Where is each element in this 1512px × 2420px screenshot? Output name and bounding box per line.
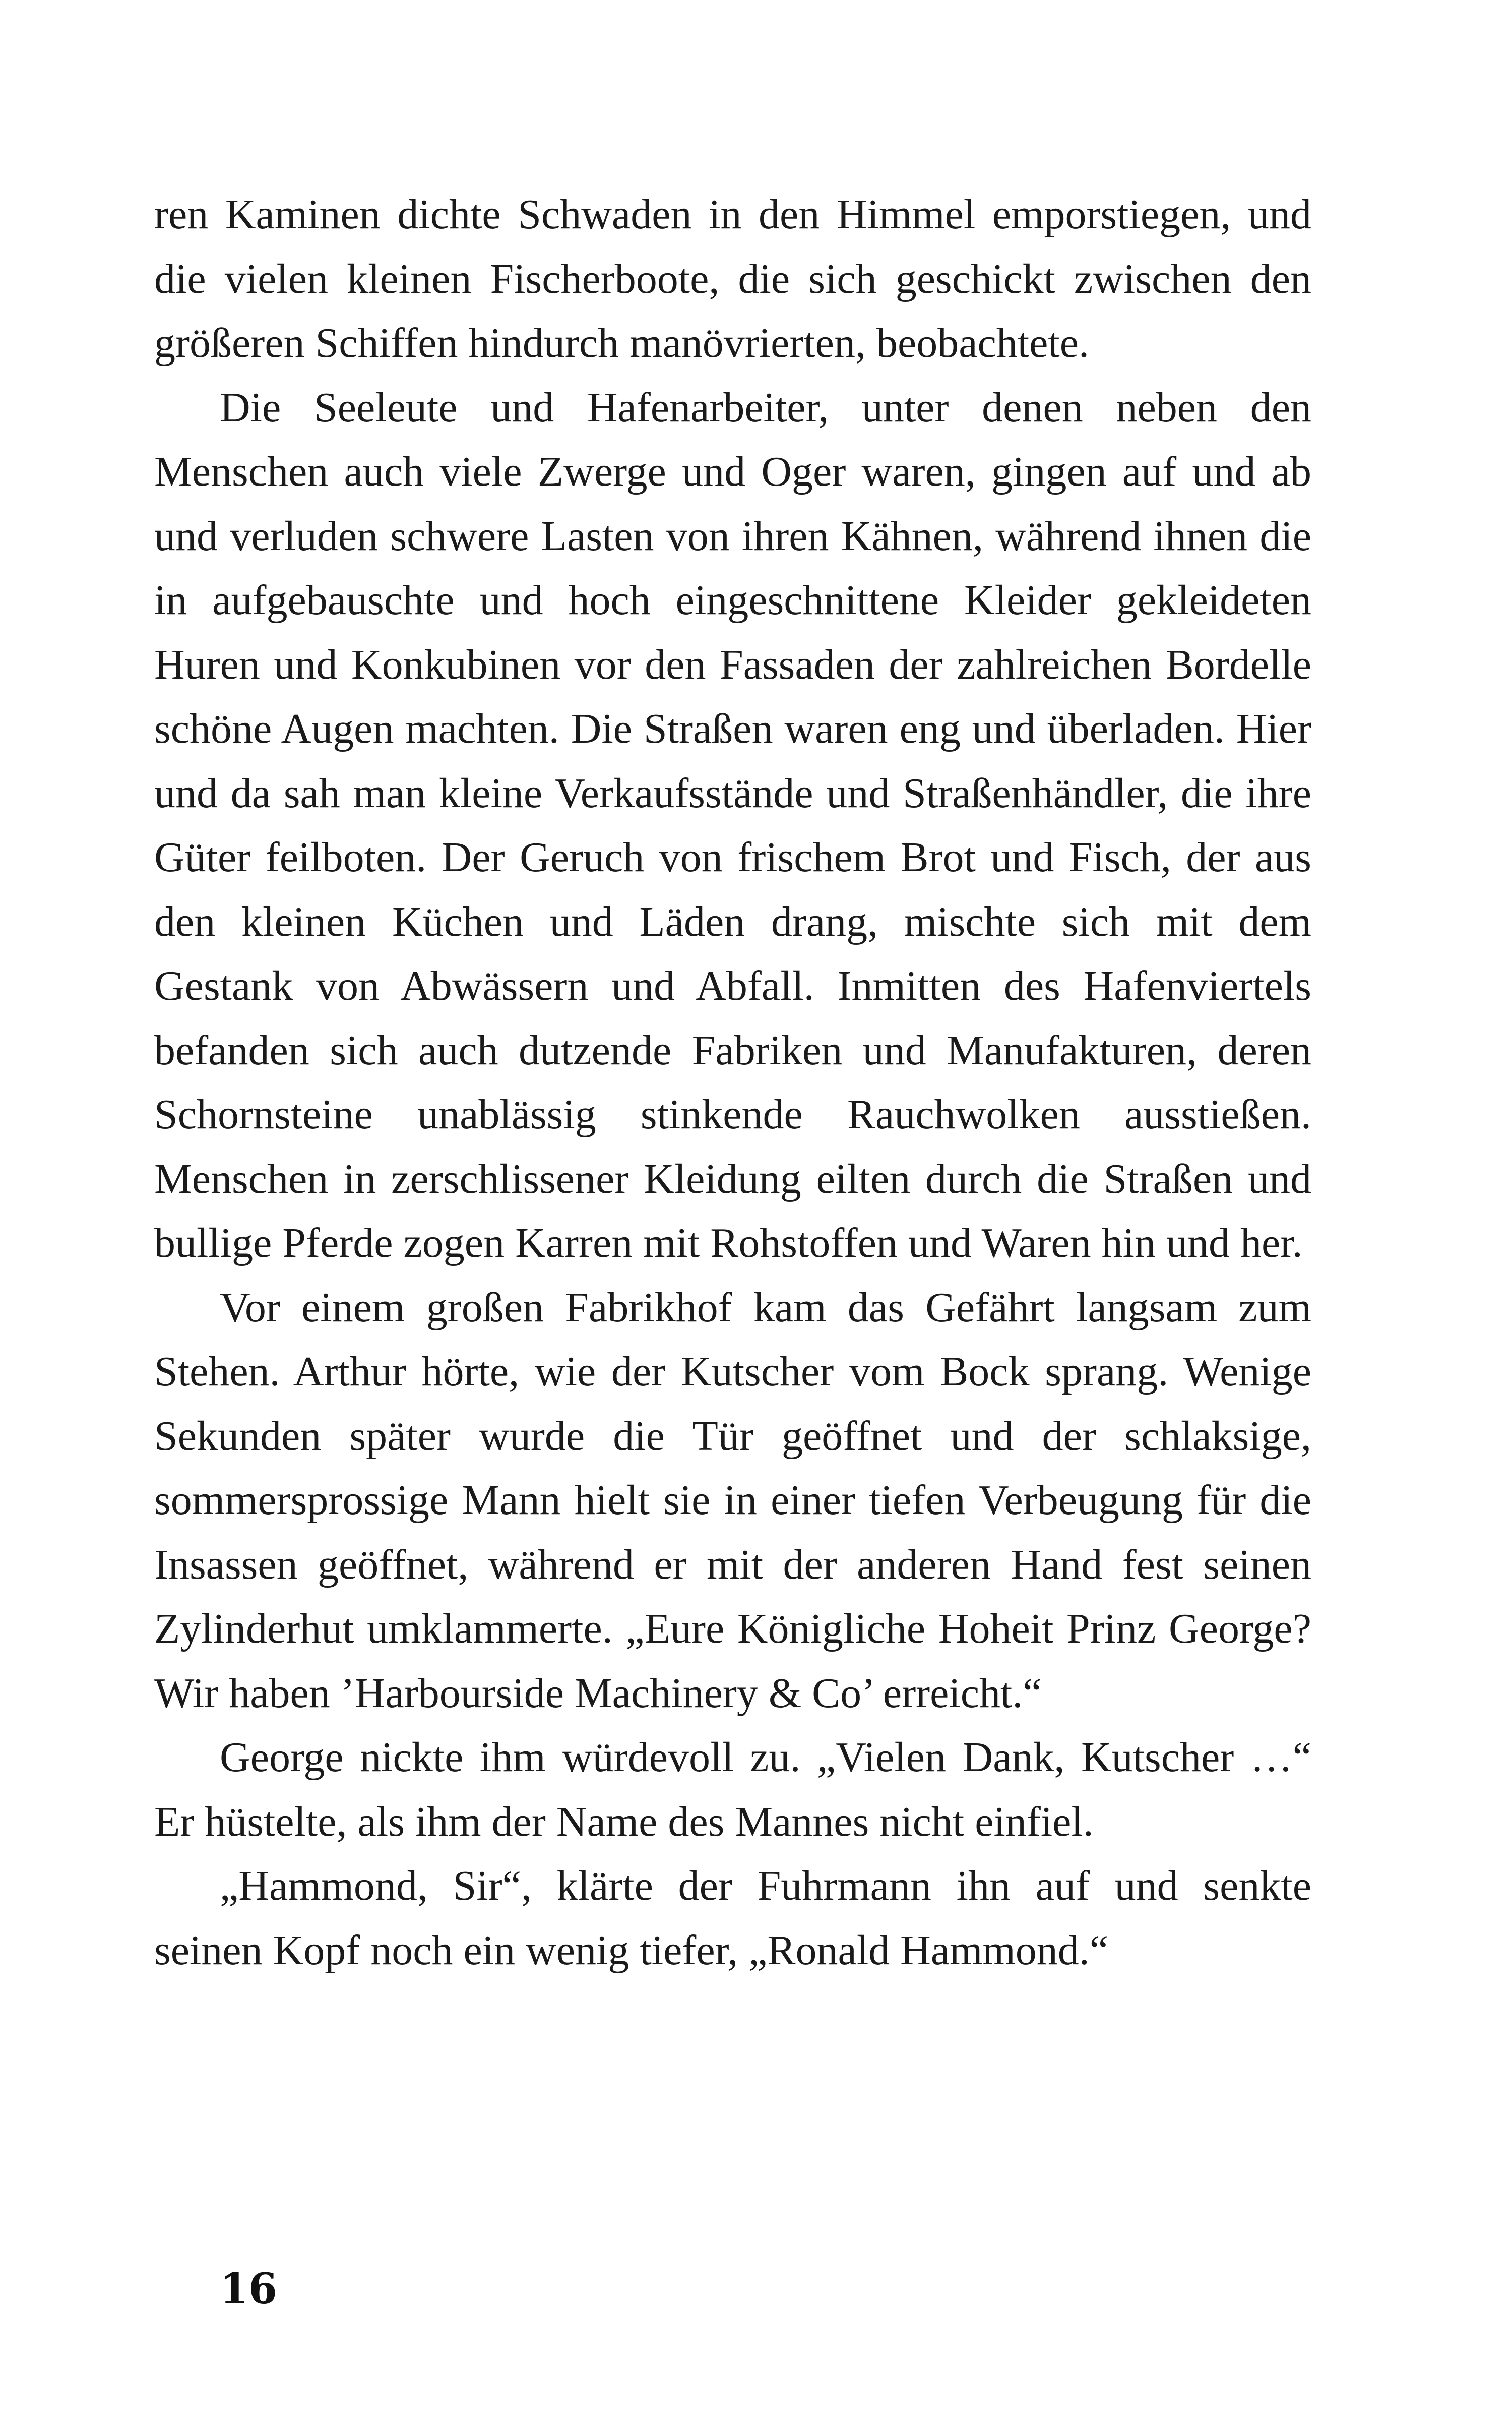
paragraph-hammond-reply: „Hammond, Sir“, klärte der Fuhrmann ihn auf und senkte seinen Kopf noch ein wenig tiefer, „Ronald Hammond.“ xyxy=(154,1862,1311,1974)
paragraph-george-reply: George nickte ihm würdevoll zu. „Vielen Dank, Kutscher …“ Er hüstelte, als ihm der Name des Mannes nicht einfiel. xyxy=(154,1734,1311,1845)
paragraph-carriage-arrival: Vor einem großen Fabrikhof kam das Gefährt langsam zum Stehen. Arthur hörte, wie der Kutscher vom Bock sprang. Wenige Sekunden später wurde die Tür geöffnet und der schlaksige, sommersprossige Mann hielt sie in einer tiefen Verbeugung für die Insassen geöffnet, während er mit der anderen Hand fest seinen Zylinderhut umklammerte. „Eure Königliche Hoheit Prinz George? Wir haben ’Harbourside Machinery & Co’ erreicht.“ xyxy=(154,1284,1311,1717)
paragraph-harbour-description: Die Seeleute und Hafenarbeiter, unter denen neben den Menschen auch viele Zwerge und Oger waren, gingen auf und ab und verluden schwere Lasten von ihren Kähnen, während ihnen die in aufgebauschte und hoch eingeschnittene Kleider gekleideten Huren und Konkubinen vor den Fassaden der zahlreichen Bordelle schöne Augen machten. Die Straßen waren eng und überladen. Hier und da sah man kleine Verkaufsstände und Straßenhändler, die ihre Güter feilboten. Der Geruch von frischem Brot und Fisch, der aus den kleinen Küchen und Läden drang, mischte sich mit dem Gestank von Abwässern und Abfall. Inmitten des Hafenviertels befanden sich auch dutzende Fabriken und Manufakturen, deren Schornsteine unablässig stinkende Rauchwolken ausstießen. Menschen in zerschlissener Kleidung eilten durch die Straßen und bullige Pferde zogen Karren mit Rohstoffen und Waren hin und her. xyxy=(154,384,1311,1266)
page-number: 16 xyxy=(220,2265,278,2313)
body-text xyxy=(154,183,1311,1982)
paragraph-continuation: ren Kaminen dichte Schwaden in den Himmel emporstiegen, und die vielen kleinen Fischerboote, die sich geschickt zwischen den größeren Schiffen hindurch manövrierten, beobachtete. xyxy=(154,191,1311,367)
